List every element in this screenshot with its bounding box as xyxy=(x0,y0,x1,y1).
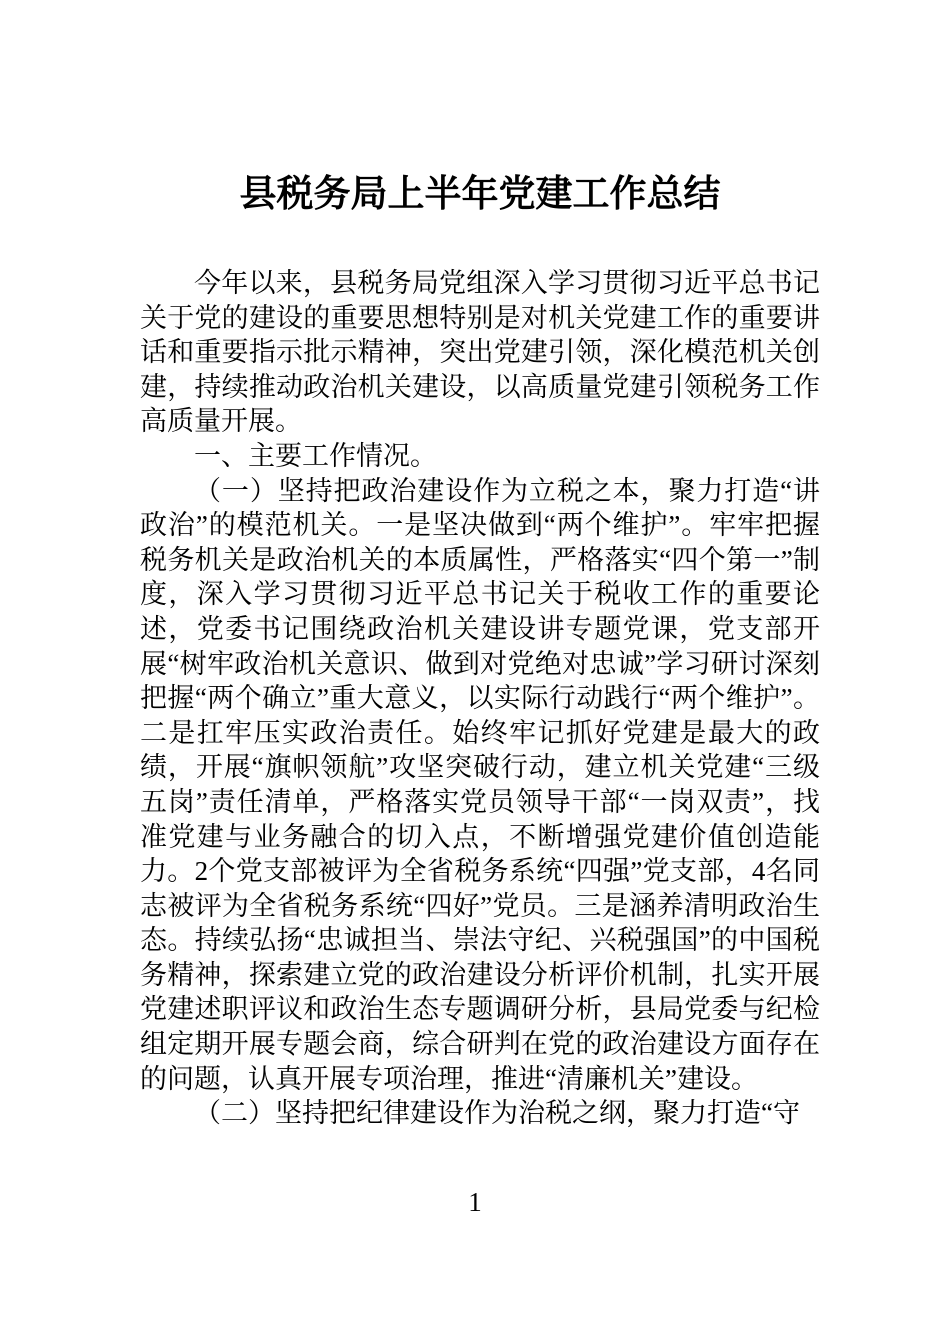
page-number: 1 xyxy=(468,1187,482,1217)
paragraph-section-heading: 一、主要工作情况。 xyxy=(194,440,437,471)
paragraph-section-one: （一）坚持把政治建设作为立税之本，聚力打造“讲政治”的模范机关。一是坚决做到“两个维护”。牢牢把握税务机关是政治机关的本质属性，严格落实“四个第一”制度，深入学习贯彻习近平总书记关于税收工作的重要论述，党委书记围绕政治机关建设讲专题党课，党支部开展“树牢政治机关意识、做到对党绝对忠诚”学习研讨深刻把握“两个确立”重大意义，以实际行动践行“两个维护”。二是扛牢压实政治责任。始终牢记抓好党建是最大的政绩，开展“旗帜领航”攻坚突破行动，建立机关党建“三级五岗”责任清单，严格落实党员领导干部“一岗双责”，找准党建与业务融合的切入点，不断增强党建价值创造能力。2个党支部被评为全省税务系统“四强”党支部，4名同志被评为全省税务系统“四好”党员。三是涵养清明政治生态。持续弘扬“忠诚担当、崇法守纪、兴税强国”的中国税务精神，探索建立党的政治建设分析评价机制，扎实开展党建述职评议和政治生态专题调研分析，县局党委与纪检组定期开展专题会商，综合研判在党的政治建设方面存在的问题，认真开展专项治理，推进“清廉机关”建设。 xyxy=(140,475,820,1094)
document-title: 县税务局上半年党建工作总结 xyxy=(239,173,721,214)
paragraph-intro: 今年以来，县税务局党组深入学习贯彻习近平总书记关于党的建设的重要思想特别是对机关党建工作的重要讲话和重要指示批示精神，突出党建引领，深化模范机关创建，持续推动政治机关建设，以高质量党建引领税务工作高质量开展。 xyxy=(140,268,820,437)
paragraph-section-two: （二）坚持把纪律建设作为治税之纲，聚力打造“守 xyxy=(194,1098,800,1129)
